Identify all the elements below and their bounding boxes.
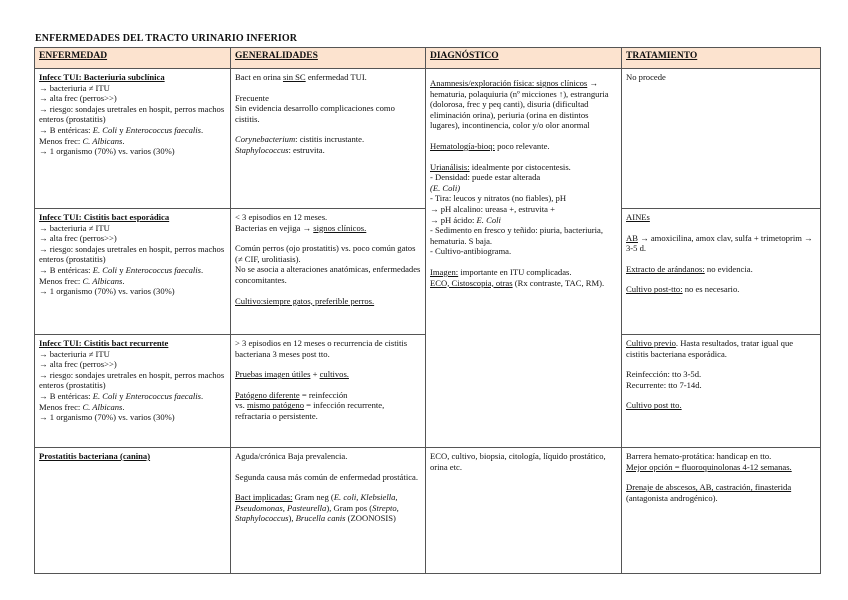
text-line: - Cultivo-antibiograma. <box>430 246 512 257</box>
text-line: No se asocia a alteraciones anatómicas, enfermedades concomitantes. <box>235 264 421 285</box>
text-line: → riesgo: sondajes uretrales en hospit, perros machos enteros (prostatitis) <box>39 369 225 391</box>
text-line <box>235 145 421 156</box>
text-line <box>235 72 421 83</box>
text-span: mismo patógeno <box>246 400 305 411</box>
text-span: E. Coli <box>92 390 118 401</box>
text-line <box>235 400 421 421</box>
text-span: . Menos frec: <box>39 264 204 286</box>
table-row <box>35 69 821 209</box>
text-line: → 1 organismo (70%) vs. varios (30%) <box>39 412 175 423</box>
tratamiento-cell <box>622 69 821 209</box>
text-line: Barrera hemato-protática: handicap en tto. <box>626 451 772 461</box>
text-span: → pH ácido: <box>430 214 477 225</box>
text-span: (Rx contraste, TAC, RM). <box>512 277 605 288</box>
text-span: Gram neg ( <box>292 492 334 503</box>
text-span: Brucella canis <box>295 513 346 524</box>
text-span: = infección recurrente, refractaria o persistente. <box>235 400 385 421</box>
text-span: + <box>310 369 320 380</box>
text-line <box>430 215 617 226</box>
enfermedad-cell <box>35 448 231 574</box>
text-line: Reinfección: tto 3-5d. <box>626 369 702 380</box>
text-span: → B entéricas: <box>39 124 93 135</box>
text-span: idealmente por cistocentesis. <box>469 161 571 172</box>
text-line <box>235 390 421 401</box>
disease-title: Infecc TUI: Cistitis bact esporádica <box>39 212 170 222</box>
text-line: → pH alcalino: ureasa +, estruvita + <box>430 203 555 214</box>
text-span: E. Coli <box>92 124 118 135</box>
text-line <box>235 369 421 380</box>
text-line: → alta frec (perros>>) <box>39 359 117 370</box>
text-line: → bacteriuria ≠ ITU <box>39 222 110 233</box>
text-span: sin SC <box>282 72 306 82</box>
generalidades-cell <box>231 448 426 574</box>
header-tratamiento: TRATAMIENTO <box>622 48 821 69</box>
text-span: Enterococcus faecalis <box>125 124 201 135</box>
text-span: C. Albicans <box>82 401 123 412</box>
text-span: Cultivo previo <box>626 338 676 348</box>
text-line: > 3 episodios en 12 meses o recurrencia de cistitis bacteriana 3 meses post tto. <box>235 338 408 359</box>
text-span: : estruvita. <box>288 144 325 155</box>
document-title: ENFERMEDADES DEL TRACTO URINARIO INFERIOR <box>35 33 298 44</box>
text-span: enfermedad TUI. <box>305 72 367 82</box>
text-line <box>39 125 226 146</box>
text-span: AB <box>626 232 638 243</box>
text-span: . Menos frec: <box>39 124 204 146</box>
text-line: Mejor opción = fluoroquinolonas 4-12 semanas. <box>626 461 792 472</box>
text-span: Hematología-bioq: <box>430 140 495 151</box>
generalidades-cell <box>231 209 426 335</box>
header-diagnostico: DIAGNÓSTICO <box>426 48 622 69</box>
text-line: → alta frec (perros>>) <box>39 93 117 104</box>
diagnostico-cell <box>426 69 622 448</box>
text-line <box>626 482 816 503</box>
text-line: (E. Coli) <box>430 182 461 193</box>
text-span: cultivos. <box>319 369 349 380</box>
text-span: E. Coli <box>476 214 501 225</box>
text-line <box>626 338 816 359</box>
text-line <box>430 278 617 289</box>
text-span: Drenaje de abscesos, AB, castración, finasterida <box>626 482 792 493</box>
text-span: Extracto de arándanos: <box>626 263 705 274</box>
text-line: Cultivo:siempre gatos, preferible perros. <box>235 295 375 306</box>
text-span: ECO, Cistoscopia, otras <box>430 277 513 288</box>
tratamiento-cell <box>622 335 821 448</box>
text-span: → B entéricas: <box>39 264 93 275</box>
diagnostico-cell <box>426 448 622 574</box>
text-span: Pruebas imagen útiles <box>235 369 311 380</box>
text-span: no evidencia. <box>704 263 753 274</box>
text-line <box>39 265 226 286</box>
text-span: Enterococcus faecalis <box>125 264 201 275</box>
text-line: → riesgo: sondajes uretrales en hospit, perros machos enteros (prostatitis) <box>39 103 225 125</box>
text-span: Staphylococcus <box>235 144 289 155</box>
text-line: - Densidad: puede estar alterada <box>430 172 541 183</box>
text-line <box>430 141 617 152</box>
text-span: E. coli, Klebsiella, Pseudomonas, Pasteurella <box>235 492 398 513</box>
text-span: y <box>117 264 126 275</box>
text-span: Bacterias en vejiga → <box>235 222 314 233</box>
text-span: importante en ITU complicadas. <box>458 266 572 277</box>
text-span: (ZOONOSIS) <box>345 513 396 524</box>
text-span: . Hasta resultados, tratar igual que cistitis bacteriana esporádica. <box>626 338 794 359</box>
text-line: → 1 organismo (70%) vs. varios (30%) <box>39 286 175 297</box>
text-line <box>626 284 816 295</box>
text-span: Anamnesis/exploración física: signos clínicos <box>430 78 588 88</box>
enfermedad-cell <box>35 209 231 335</box>
text-span: → hematuria, polaquiuria (nº micciones ↑), estranguria (dolorosa, frec y peq canti), disuria (dificultad eliminación orina), periuria (orina en distintos lugares), incontinencia, color y/o olor anormal <box>430 78 609 131</box>
text-line <box>39 391 226 412</box>
tratamiento-cell <box>622 448 821 574</box>
disease-title: Infecc TUI: Cistitis bact recurrente <box>39 338 169 348</box>
text-span: ), <box>288 513 296 524</box>
text-line: Frecuente <box>235 92 269 103</box>
text-span: C. Albicans <box>82 275 123 286</box>
text-line <box>235 134 421 145</box>
text-line: AINEs <box>626 212 650 222</box>
text-span: Bact en orina <box>235 72 283 82</box>
generalidades-cell <box>231 69 426 209</box>
header-generalidades: GENERALIDADES <box>231 48 426 69</box>
text-line: Aguda/crónica Baja prevalencia. <box>235 451 348 461</box>
disease-title: Prostatitis bacteriana (canina) <box>39 451 151 461</box>
text-span: Cultivo post-tto: <box>626 284 683 295</box>
table-row <box>35 448 821 574</box>
text-span: y <box>117 124 126 135</box>
text-span: signos clínicos. <box>313 222 367 233</box>
text-line <box>430 78 617 131</box>
text-span: = reinfección <box>299 389 348 400</box>
text-line <box>626 264 816 275</box>
tratamiento-cell <box>622 209 821 335</box>
text-line <box>626 233 816 254</box>
text-line: Segunda causa más común de enfermedad prostática. <box>235 471 419 482</box>
text-line: → bacteriuria ≠ ITU <box>39 348 110 359</box>
text-line: → 1 organismo (70%) vs. varios (30%) <box>39 146 175 157</box>
text-span: Enterococcus faecalis <box>125 390 201 401</box>
text-line: < 3 episodios en 12 meses. <box>235 212 328 222</box>
text-span: Corynebacterium <box>235 134 296 145</box>
generalidades-cell <box>231 335 426 448</box>
text-line: → alta frec (perros>>) <box>39 233 117 244</box>
text-line: - Sedimento en fresco y teñido: piuria, bacteriuria, hematuria. S baja. <box>430 225 604 246</box>
text-span: . Menos frec: <box>39 390 204 412</box>
text-span: → amoxicilina, amox clav, sulfa + trimetoprim → 3-5 d. <box>626 232 813 254</box>
text-line: Común perros (ojo prostatitis) vs. poco común gatos (≠ CIF, urolitiasis). <box>235 243 416 264</box>
disease-title: Infecc TUI: Bacteriuria subclínica <box>39 72 165 82</box>
text-span: : cistitis incrustante. <box>295 134 365 145</box>
text-span: y <box>117 390 126 401</box>
text-line: Sin evidencia desarrollo complicaciones como cistitis. <box>235 103 395 124</box>
text-span: Urianálisis: <box>430 161 470 172</box>
text-line <box>235 492 421 524</box>
text-line <box>430 267 617 278</box>
text-line: → bacteriuria ≠ ITU <box>39 82 110 93</box>
text-span: . <box>122 135 125 146</box>
text-span: Imagen: <box>430 266 459 277</box>
header-enfermedad: ENFERMEDAD <box>35 48 231 69</box>
text-span: → B entéricas: <box>39 390 93 401</box>
text-span: E. Coli <box>92 264 118 275</box>
text-span: C. Albicans <box>82 135 123 146</box>
text-line: → riesgo: sondajes uretrales en hospit, perros machos enteros (prostatitis) <box>39 243 225 265</box>
text-span: (antagonista androgénico). <box>626 492 718 503</box>
text-span: Strepto, Staphylococcus <box>235 502 399 524</box>
enfermedad-cell <box>35 335 231 448</box>
text-span: ), Gram pos ( <box>326 502 373 513</box>
text-line: Cultivo post tto. <box>626 400 682 411</box>
text-span: poco relevante. <box>494 140 550 151</box>
text-line: ECO, cultivo, biopsia, citología, líquido prostático, orina etc. <box>430 451 606 472</box>
text-line: No procede <box>626 72 666 82</box>
text-span: no es necesario. <box>682 284 740 295</box>
text-span: Patógeno diferente <box>235 389 300 400</box>
text-span: . <box>122 401 125 412</box>
header-row <box>35 48 821 69</box>
text-line <box>235 223 421 234</box>
text-span: Bact implicadas: <box>235 492 293 503</box>
enfermedad-cell <box>35 69 231 209</box>
text-line: - Tira: leucos y nitratos (no fiables), pH <box>430 193 567 204</box>
text-span: . <box>122 275 125 286</box>
text-span: vs. <box>235 400 247 411</box>
text-line: Recurrente: tto 7-14d. <box>626 379 702 390</box>
diseases-table <box>34 47 821 574</box>
text-line <box>430 162 617 173</box>
